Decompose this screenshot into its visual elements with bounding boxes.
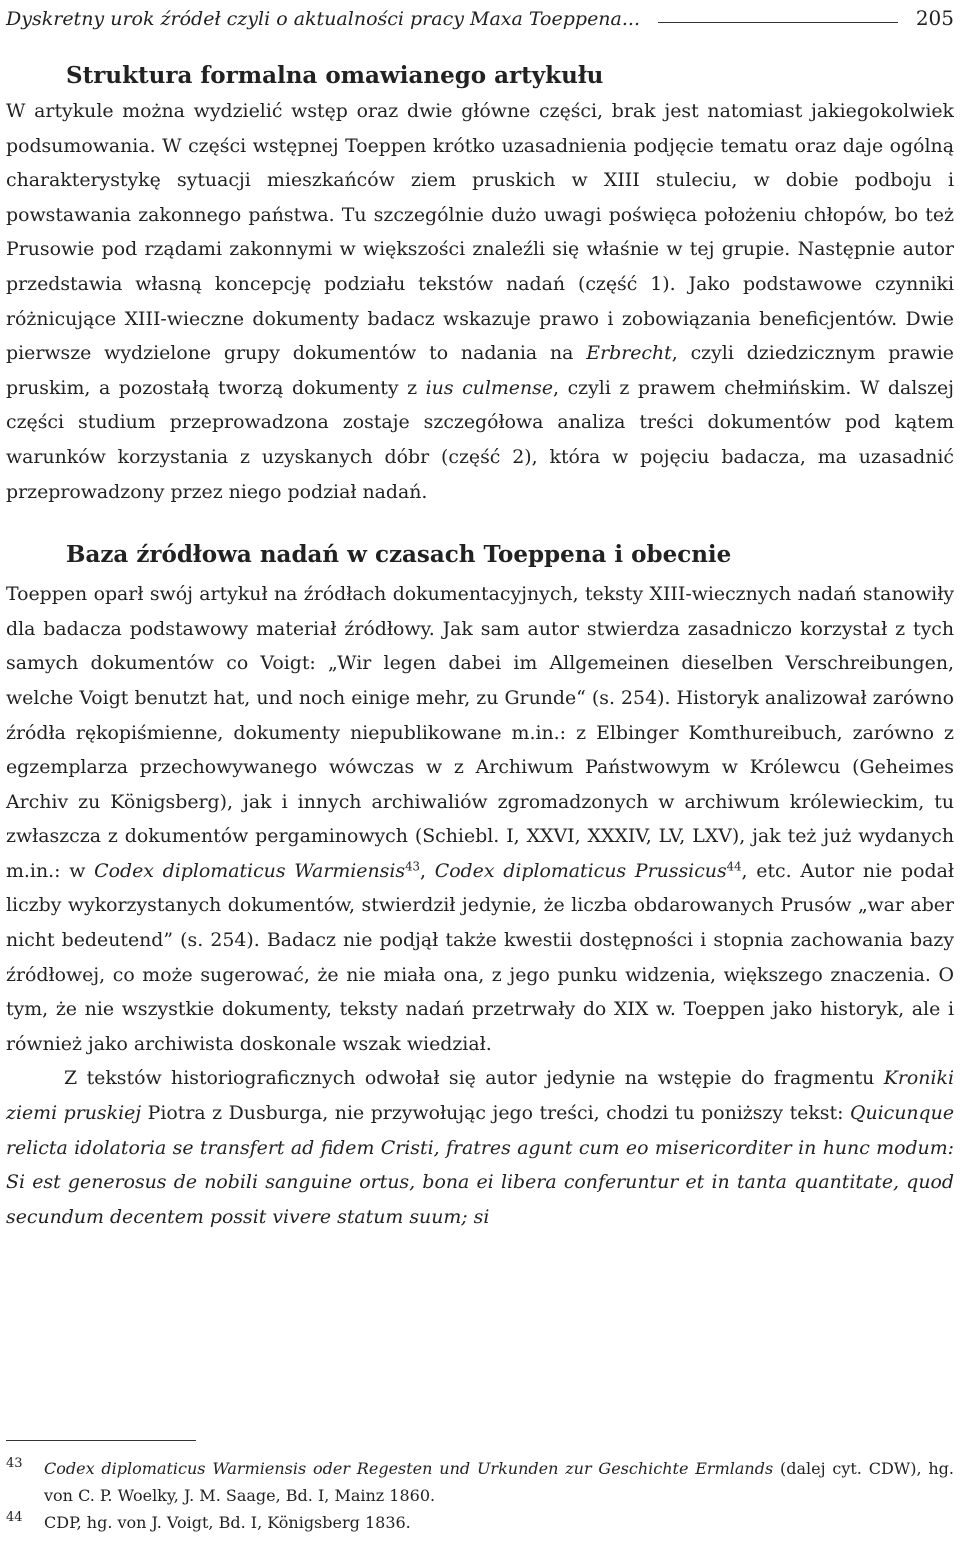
footnote-ref-44[interactable]: 44 [726,859,742,874]
italic-term: Erbrecht [586,342,672,365]
footnote-ref-43[interactable]: 43 [405,859,420,874]
paragraph-sources-1 [6,577,954,1061]
section-gap [6,509,954,537]
text-run: , czyli z prawem chełmińskim. W dalszej części studium przeprowadzona zostaje szczegółowa analiza treści dokumentów pod kątem warunków korzystania z uzyskanych dóbr (część 2), która w pojęciu badacza, ma uzasadnić przeprowadzony przez niego podział nadań. [6,376,955,503]
header-rule [658,22,898,23]
text-run: (dalej cyt. CDW), hg. von C. P. Woelky, J. M. Saage, Bd. I, Mainz 1860. [44,1459,954,1505]
text-run: , czyli dziedzicznym prawie pruskim, a pozostałą tworzą dokumenty z [6,342,954,399]
running-title: Dyskretny urok źródeł czyli o aktualności pracy Maxa Toeppena... [6,8,640,30]
section-heading-sources: Baza źródłowa nadań w czasach Toeppena i obecnie [66,541,732,569]
paragraph-sources-2 [6,1061,954,1234]
footnotes [6,1440,954,1536]
italic-title: Codex diplomaticus Warmiensis oder Regesten und Urkunden zur Geschichte Ermlands [44,1459,774,1478]
text-run: Piotra z Dusburga, nie przywołując jego treści, chodzi tu poniższy tekst: [141,1102,850,1125]
text-run: , etc. Autor nie podał liczby wykorzystanych dokumentów, stwierdził jedynie, że liczba obdarowanych Prusów „war aber nicht bedeutend” (s. 254). Badacz nie podjął także kwestii dostępności i stopnia zachowania bazy źródłowej, co może sugerować, że nie miała ona, z jego punku widzenia, większego znaczenia. O tym, że nie wszystkie dokumenty, teksty nadań przetrwały do XIX w. Toeppen jako historyk, ale i również jako archiwista doskonale wszak wiedział. [6,859,954,1055]
footnote-rule [6,1440,196,1441]
text-run: Toeppen oparł swój artykuł na źródłach dokumentacyjnych, teksty XIII-wiecznych nadań stanowiły dla badacza podstawowy materiał źródłowy. Jak sam autor stwierdza zasadniczo korzystał z tych samych dokumentów co Voigt: „Wir legen dabei im Allgemeinen dieselben Verschreibungen, welche Voigt benutzt hat, und noch einige mehr, zu Grunde“ (s. 254). Historyk analizował zarówno źródła rękopiśmienne, dokumenty niepublikowane m.in.: z Elbinger Komthureibuch, zarówno z egzemplarza przechowywanego wówczas w z Archiwum Państwowym w Królewcu (Geheimes Archiv zu Königsberg), jak i innych archiwaliów zgromadzonych w archiwum królewieckim, tu zwłaszcza z dokumentów pergaminowych (Schiebl. I, XXVI, XXXIV, LV, LXV), jak też już wydanych m.in.: w [6,583,954,882]
footnote-44 [6,1509,954,1536]
running-header [6,0,954,30]
page-number: 205 [915,6,954,30]
text-run: Z tekstów historiograficznych odwołał się autor jedynie na wstępie do fragmentu [64,1067,884,1090]
footnote-number: 43 [6,1456,23,1471]
paragraph-structure [6,94,954,509]
text-run: , [419,859,435,882]
body-text [6,58,954,1234]
footnote-number: 44 [6,1510,23,1525]
italic-title: Codex diplomaticus Warmiensis [94,859,406,882]
footnote-text: CDP, hg. von J. Voigt, Bd. I, Königsberg 1836. [44,1513,411,1532]
italic-title: Kroniki ziemi pruskiej [6,1067,954,1125]
footnote-text [44,1455,954,1509]
italic-title: Codex diplomaticus Prussicus [434,859,727,882]
text-run: W artykule można wydzielić wstęp oraz dwie główne części, brak jest natomiast jakiegokolwiek podsumowania. W części wstępnej Toeppen krótko uzasadnienia podjęcie tematu oraz daje ogólną charakterystykę sytuacji mieszkańców ziem pruskich w XIII stuleciu, w dobie podboju i powstawania zakonnego państwa. Tu szczególnie dużo uwagi poświęca położeniu chłopów, bo też Prusowie pod rządami zakonnymi w większości znaleźli się właśnie w tej grupie. Następnie autor przedstawia własną koncepcję podziału tekstów nadań (część 1). Jako podstawowe czynniki różnicujące XIII-wieczne dokumenty badacz wskazuje prawo i zobowiązania beneficjentów. Dwie pierwsze wydzielone grupy dokumentów to nadania na [6,100,954,365]
latin-quote: Quicunque relicta idolatoria se transfert ad fidem Cristi, fratres agunt cum eo misericorditer in hunc modum: Si est generosus de nobili sanguine ortus, bona ei libera conferuntur et in tanta quantitate, quod secundum decentem possit vivere statum suum; si [6,1102,954,1228]
footnote-43 [6,1455,954,1509]
italic-term: ius culmense [425,376,554,399]
section-heading-structure: Struktura formalna omawianego artykułu [66,62,604,89]
